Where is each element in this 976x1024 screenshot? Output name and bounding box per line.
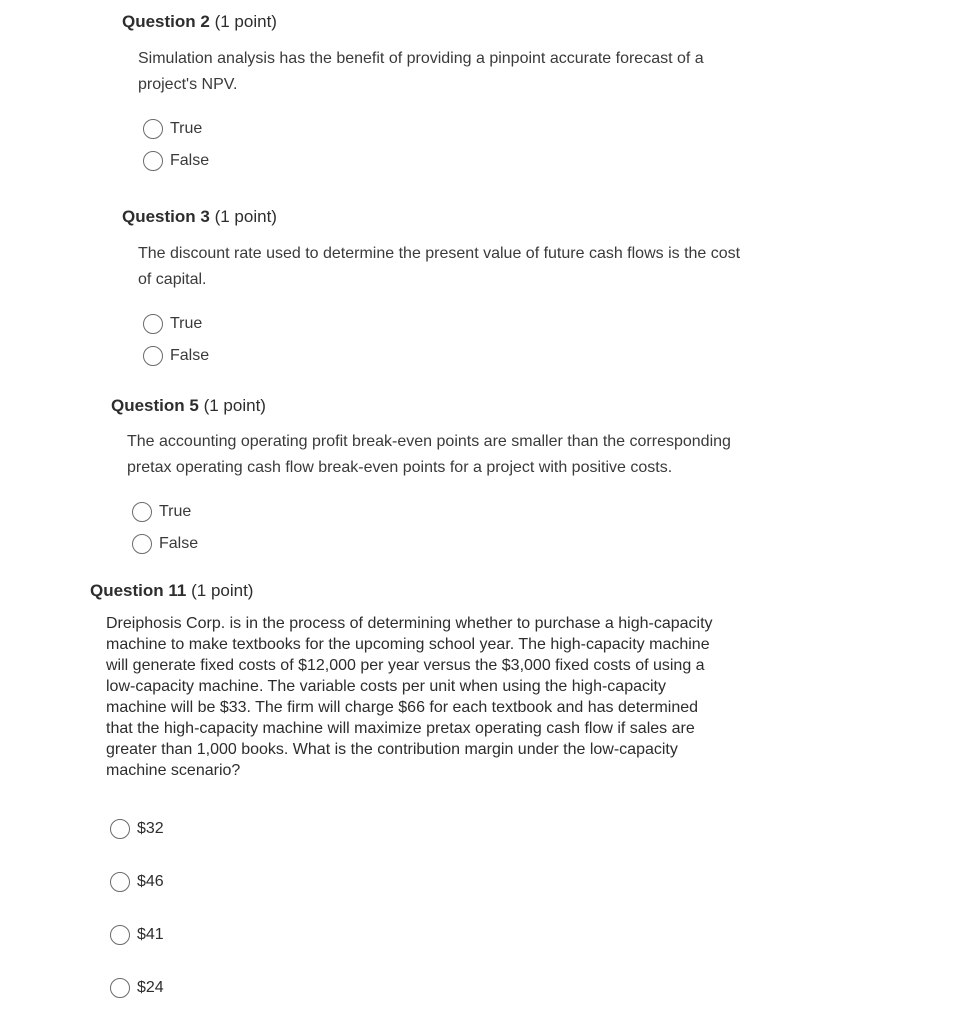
question-title [111,395,266,417]
question-label: Question 11 [90,581,187,600]
option-label: False [170,347,210,364]
question-label: Question 2 [122,12,210,31]
question-text-line: The accounting operating profit break-even points are smaller than the corresponding [127,433,731,450]
radio-button[interactable] [143,151,163,171]
question-title [122,206,277,228]
question-3 [122,206,277,228]
question-text-line: low-capacity machine. The variable costs per unit when using the high-capacity [106,678,666,695]
radio-button[interactable] [132,502,152,522]
option-false[interactable] [132,528,198,560]
option-label: True [170,120,203,137]
radio-button[interactable] [143,119,163,139]
question-text-line: machine scenario? [106,762,241,779]
option-true[interactable] [143,113,209,145]
question-3-options [143,308,209,372]
option-label: $41 [137,925,164,943]
option-24[interactable] [110,961,164,1014]
question-text-line: machine to make textbooks for the upcoming school year. The high-capacity machine [106,636,710,653]
question-11 [90,580,253,602]
option-label: $46 [137,872,164,890]
question-label: Question 3 [122,207,210,226]
question-title [90,580,253,602]
radio-button[interactable] [110,872,130,892]
radio-button[interactable] [110,978,130,998]
question-text-line: The discount rate used to determine the present value of future cash flows is the cost [138,245,741,262]
question-text-line: that the high-capacity machine will maximize pretax operating cash flow if sales are [106,720,695,737]
option-true[interactable] [143,308,209,340]
radio-button[interactable] [143,314,163,334]
option-false[interactable] [143,340,209,372]
option-false[interactable] [143,145,209,177]
question-text-line: pretax operating cash flow break-even points for a project with positive costs. [127,459,673,476]
option-label: $24 [137,978,164,996]
question-label: Question 5 [111,396,199,415]
option-label: True [159,503,192,520]
radio-button[interactable] [132,534,152,554]
option-true[interactable] [132,496,198,528]
question-11-options [110,802,164,1014]
question-5-text [127,429,731,481]
question-2-text [138,46,704,98]
question-5 [111,395,266,417]
question-text-line: Simulation analysis has the benefit of providing a pinpoint accurate forecast of a [138,50,704,67]
question-2-options [143,113,209,177]
radio-button[interactable] [110,819,130,839]
radio-button[interactable] [110,925,130,945]
option-46[interactable] [110,855,164,908]
option-label: False [159,535,199,552]
question-text-line: of capital. [138,271,207,288]
question-text-line: project's NPV. [138,76,238,93]
question-points: (1 point) [214,12,277,31]
question-points: (1 point) [214,207,277,226]
question-3-text [138,241,740,293]
question-text-line: machine will be $33. The firm will charge $66 for each textbook and has determined [106,699,699,716]
question-2 [122,11,277,33]
question-5-options [132,496,198,560]
question-11-text [106,613,713,781]
option-label: $32 [137,819,164,837]
option-label: True [170,315,203,332]
option-32[interactable] [110,802,164,855]
radio-button[interactable] [143,346,163,366]
option-label: False [170,152,210,169]
question-title [122,11,277,33]
question-text-line: greater than 1,000 books. What is the contribution margin under the low-capacity [106,741,678,758]
option-41[interactable] [110,908,164,961]
question-points: (1 point) [203,396,266,415]
question-text-line: will generate fixed costs of $12,000 per year versus the $3,000 fixed costs of using a [106,657,705,674]
question-points: (1 point) [191,581,254,600]
question-text-line: Dreiphosis Corp. is in the process of determining whether to purchase a high-capacity [106,615,713,632]
